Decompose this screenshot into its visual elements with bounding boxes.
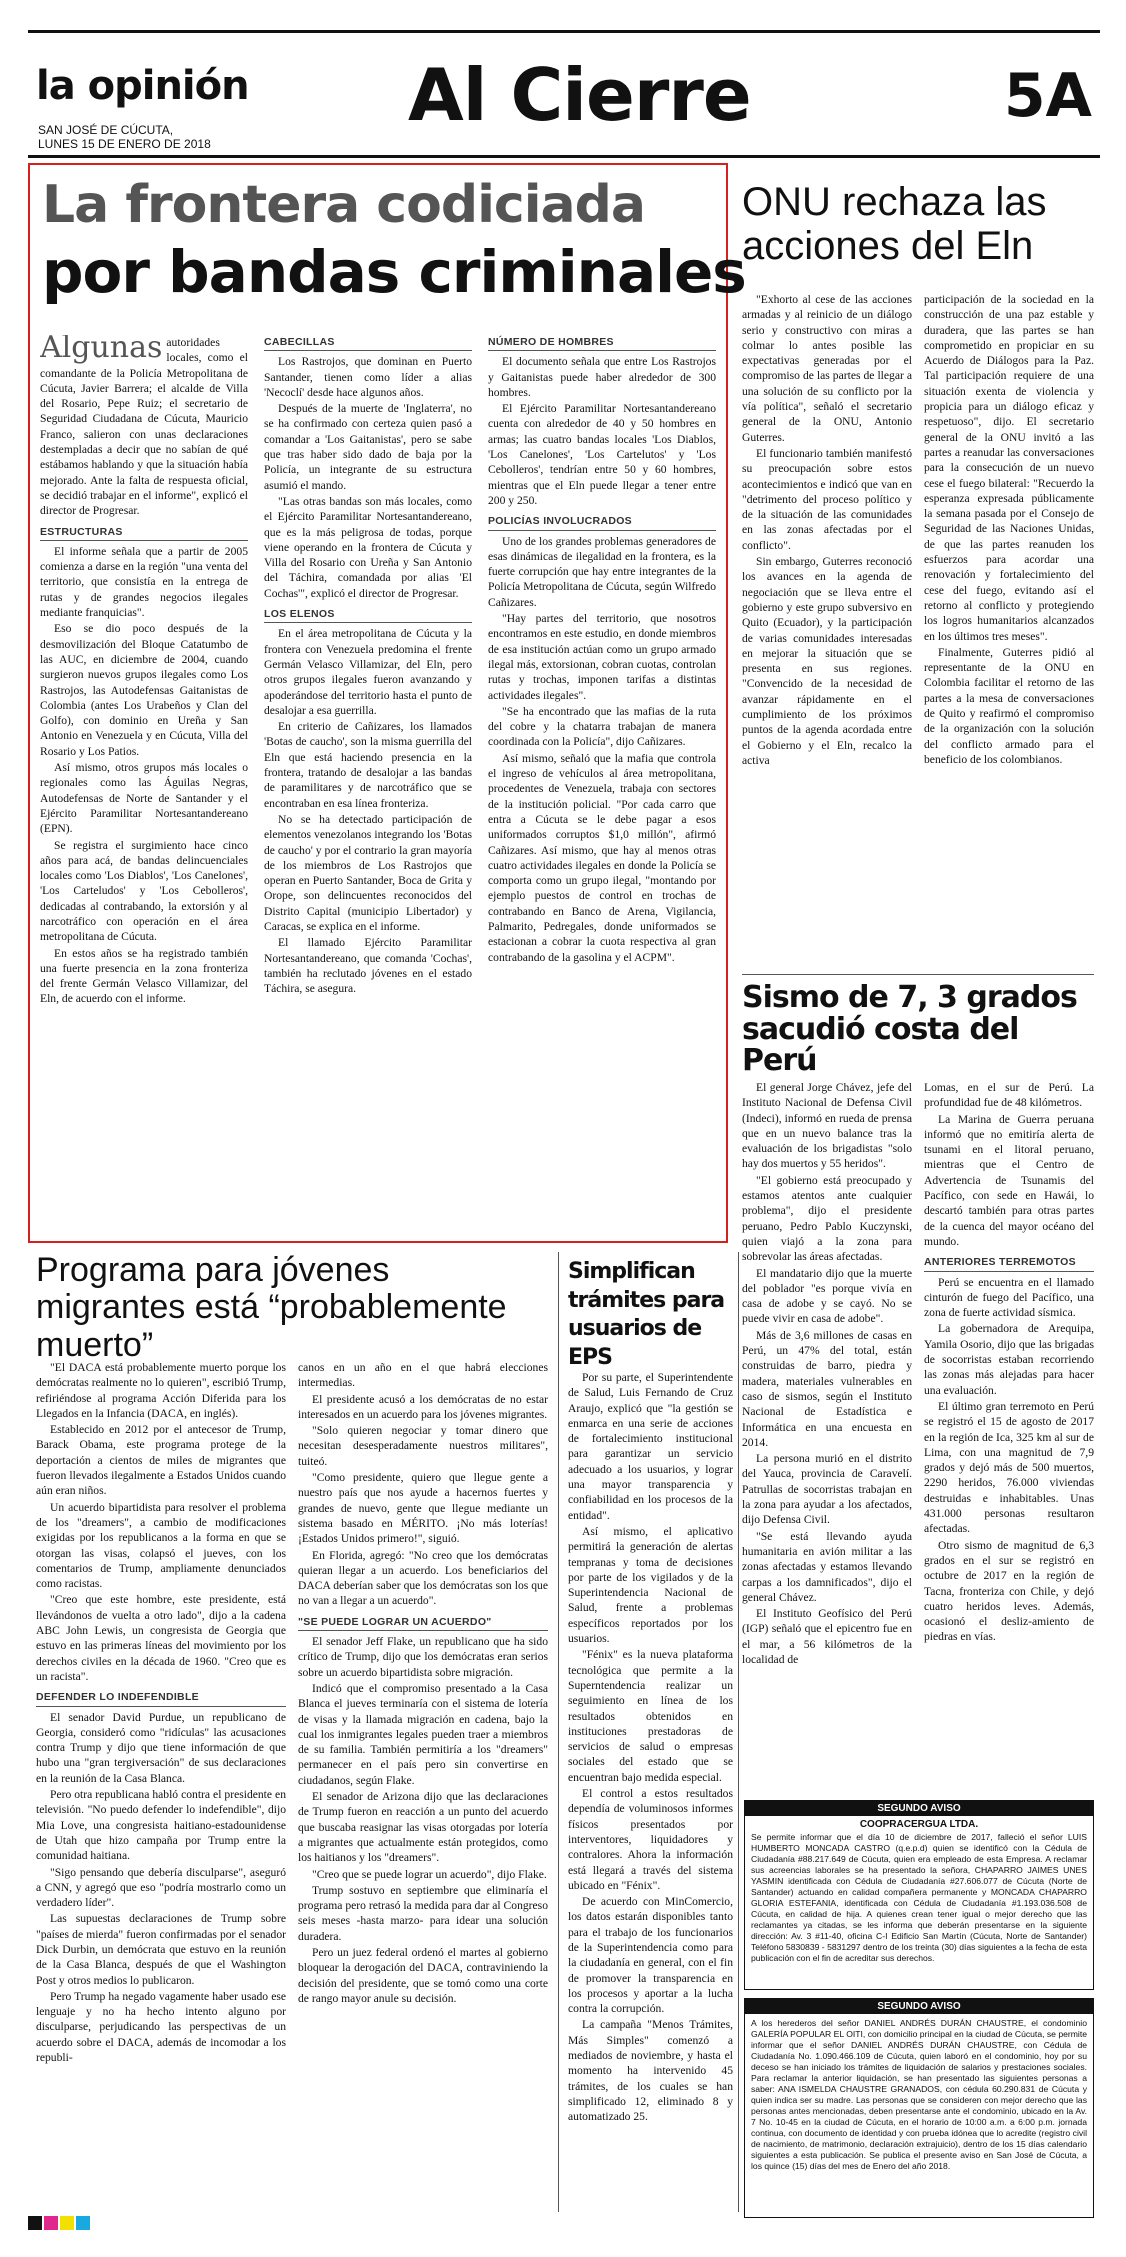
paragraph: Pero otra republicana habló contra el presidente en televisión. "No puedo defender lo indefendible", dijo Mia Love, una congresista haitiano-estadounidense de Utah que hizo campaña por Trump entre la comunidad haitiana. [36,1788,286,1863]
sismo-col-1 [742,1080,912,1780]
paragraph: De acuerdo con MinComercio, los datos estarán disponibles tanto para el trabajo de los funcionarios de la Superintendencia como para la ciudadanía en general, con el fin de promover la transparencia en los procesos y aportar a la lucha contra la corrupción. [568,1895,733,2016]
swatch-yellow [60,2216,74,2230]
subhead-defender: DEFENDER LO INDEFENDIBLE [36,1690,286,1706]
dateline-city: SAN JOSÉ DE CÚCUTA, [38,123,174,137]
color-registration-bar [28,2216,92,2230]
paragraph: El llamado Ejército Paramilitar Nortesantandereano, que comanda 'Cochas', también ha reclutado jóvenes en el estado Táchira, se asegura. [264,936,472,996]
paragraph: Indicó que el compromiso presentado a la Casa Blanca el jueves terminaría con el sistema de lotería de visas y la llamada migración en cadena, bajo la cual los inmigrantes legales pueden traer a miembros de su familia. También permitiría a los "dreamers" permanecer en el país pero sin convertirse en ciudadanos, según Flake. [298,1681,548,1787]
swatch-cyan [76,2216,90,2230]
dateline [38,123,211,151]
paragraph: El documento señala que entre Los Rastrojos y Gaitanistas puede haber alrededor de 300 hombres. [488,355,716,399]
paragraph: Pero un juez federal ordenó el martes al gobierno bloquear la derogación del DACA, contraviniendo la decisión del presidente, que se tomó como una corte de rango mayor anule su decisión. [298,1945,548,2005]
notice-title: COOPRACERGUA LTDA. [859,1819,979,1830]
swatch-magenta [44,2216,58,2230]
paragraph: "Se ha encontrado que las mafias de la ruta del cobre y la chatarra trabajan de manera coordinada con la Policía", dijo Cañizares. [488,704,716,749]
subhead-elenos: LOS ELENOS [264,607,472,623]
paragraph: El senador de Arizona dijo que las declaraciones de Trump fueron en reacción a un punto del acuerdo que buscaba reasignar las visas otorgadas por lotería a migrantes que actualmente están protegidos, como los haitianos y los "dreamers". [298,1790,548,1865]
daca-col-1 [36,1360,286,2210]
notice-header: SEGUNDO AVISO [745,1801,1093,1816]
paragraph: Finalmente, Guterres pidió al representante de la ONU en Colombia facilitar el retorno de las partes a la mesa de conversaciones de Quito y reafirmó el compromiso de la organización con la solución del conflicto armado para el beneficio de los colombianos. [924,645,1094,766]
paragraph: La persona murió en el distrito del Yauca, provincia de Caravelí. Patrullas de socorristas trabajan en la zona para ayudar a los afectados, dijo Defensa Civil. [742,1452,912,1527]
paragraph: El Ejército Paramilitar Nortesantandereano cuenta con alrededor de 40 y 50 hombres en armas; las cuatro bandas locales 'Los Diablos, 'Los Canelones', 'Los Cartelutos' y 'Los Cebolleros', tendrían entre 50 y 60 hombres, mientras que el Eln puede llegar a tener entre 200 y 250. [488,402,716,507]
subhead-cabecillas: CABECILLAS [264,335,472,351]
paragraph: Trump sostuvo en septiembre que eliminaría el programa pero retrasó la medida para dar al Congreso seis meses -hasta marzo- para idear una solución duradera. [298,1883,548,1943]
onu-col-1 [742,292,912,962]
paragraph: El general Jorge Chávez, jefe del Instituto Nacional de Defensa Civil (Indeci), informó en rueda de prensa que en un nuevo balance tras la evaluación de los brigadistas "solo hay dos muertos y 55 heridos". [742,1081,912,1171]
notice-body: A los herederos del señor DANIEL ANDRÉS DURÁN CHAUSTRE, el condominio GALERÍA POPULAR EL OITI, con domicilio principal en la ciudad de Cúcuta, se permite informar que el señor DANIEL ANDRÉS DURÁN CHAUSTRE, con Cédula de Ciudadanía No. 1.090.466.109 de Cúcuta, quien laboró en el condominio, hoy por su deceso se han iniciado los trámites de liquidación de salarios y prestaciones sociales. Para reclamar la anterior liquidación, se han presentado las siguientes personas a saber: ANA ISMELDA CHAUSTRE GRANADOS, con cédula 60.290.831 de Cúcuta y quien indica ser su madre. Las personas que se consideren con mejor derecho que las personas antes mencionadas, deben presentarse ante el condominio, ubicado en la Av. 7 No. 10-45 en la ciudad de Cúcuta, en el horario de 10:00 a.m. a 6:00 p.m. jornada continua, con documento de identidad y con prueba idónea que lo acredite (registro civil de nacimiento, de matrimonio, declaración extrajuicio), dentro de los 15 días calendario siguientes a esta publicación. Se publica el presente aviso en San José de Cúcuta, a los quince (15) días del mes de Enero del año 2018. [751,2018,1087,2171]
notice-body: Se permite informar que el día 10 de diciembre de 2017, falleció el señor LUIS HUMBERTO MONCADA CASTRO (q.e.p.d) quien se identificó con la Cédula de Ciudadanía #88.217.649 de Cúcuta, quien era empleado de esta Empresa. A reclamar sus acreencias laborales se ha presentado la señora, CHAPARRO JAIMES UNES YASMIN identificada con Cédula de Ciudadanía #27.606.077 de Cúcuta (Norte de Santander) actuando en calidad compañera permanente y MONCADA CHAPARRO GLORIA ESTEFANIA, identificada con Cédula de Ciudadanía #1.193.036.508 de Cúcuta, en calidad de hija. A quienes crean tener igual o mejor derecho que las reclamantes ya citadas, se les informa que deberán presentarse en la siguiente dirección: Av. 3 #11-40, oficina C-I Edificio San Martín (Cúcuta, Norte de Santander) Teléfono 5830839 - 5831297 dentro de los treinta (30) días siguientes a la fecha de esta publicación con el fin de acreditar sus derechos. [751,1832,1087,1963]
paragraph: "Las otras bandas son más locales, como el Ejército Paramilitar Nortesantandereano, que es la más peligrosa de todas, porque viene operando en la frontera de Cúcuta y Villa del Rosario con Ureña y San Antonio del Táchira, comandada por alias 'El Cochas'", explicó el director de Progresar. [264,494,472,600]
paragraph: Otro sismo de magnitud de 6,3 grados en el sur se registró en octubre de 2017 en la región de Tacna, fronteriza con Chile, y dejó cuatro heridos leves. Además, ocasionó el desliz-amiento de piedras en vías. [924,1538,1094,1644]
paragraph: La Marina de Guerra peruana informó que no emitiría alerta de tsunami en el litoral peruano, mientras que el Centro de Advertencia de Tsunamis del Pacífico, con sede en Hawái, lo descartó también para otras partes de la cuenca del mayor océano del mundo. [924,1112,1094,1248]
paragraph: Así mismo, señaló que la mafia que controla el ingreso de vehículos al área metropolitana, procedentes de Venezuela, trabaja con sectores de la institución policial. "Por cada carro que entra a Cúcuta se le debe pagar a esos uniformados corruptos $1,0 millón", afirmó Cañizares. Así mismo, que hay al menos otras cuatro actividades ilegales en donde la Policía se comporta como un grupo ilegal, "montando por ejemplo puestos de control en trochas de contrabando en Banco de Arena, Vigilancia, Palmarito, Pedregales, donde uniformados se estacionan a cobrar la cuota respectiva al gran contrabando de la gasolina y el ACPM". [488,751,716,964]
paragraph: "Fénix" es la nueva plataforma tecnológica que permite a la Superntendencia realizar un seguimiento en línea de los resultados obtenidos en instituciones prestadoras de servicios de salud o empresas sociales del estado que se encuentran bajo medida especial. [568,1648,733,1784]
paragraph: Las supuestas declaraciones de Trump sobre "países de mierda" fueron confirmadas por el senador Dick Durbin, un demócrata que estuvo en la reunión de la Casa Blanca, después de que el Washington Post y otros medios lo publicaron. [36,1912,286,1987]
paragraph: "Solo quieren negociar y tomar dinero que necesitan desesperadamente nuestros militares", tuiteó. [298,1424,548,1468]
paragraph: Perú se encuentra en el llamado cinturón de fuego del Pacífico, una zona de fuerte actividad sísmica. [924,1275,1094,1320]
subhead-estructuras: ESTRUCTURAS [40,525,248,541]
paragraph: "Creo que este hombre, este presidente, está llevándonos de vuelta a otro lado", dijo a la cadena ABC John Lewis, un congresista de Georgia que estuvo en las primeras líneas del movimiento por los derechos civiles en la década de 1960. "Creo que es un racista". [36,1593,286,1683]
paragraph: participación de la sociedad en la construcción de una paz estable y duradera, que las partes se han comprometido en propiciar en su Acuerdo de Diálogos para la Paz. Tal participación requiere de una situación exenta de violencia y propicia para un diálogo eficaz y respetuoso", dijo. El secretario general de la ONU invitó a las partes a reanudar las conversaciones para la consecución de un nuevo cese el fuego bilateral: "Recuerdo la esperanza expresada públicamente la semana pasada por el Consejo de Seguridad de las Naciones Unidas, de que las partes reanuden los esfuerzos para acordar una renovación y fortalecimiento del cese del fuego, evitando así el retorno al conflicto y protegiendo los logros humanitarios alcanzados en los últimos tres meses". [924,293,1094,643]
paragraph: "Sigo pensando que debería disculparse", aseguró a CNN, y agregó que eso "podría mostrarlo como un verdadero líder". [36,1865,286,1910]
paragraph: "Hay partes del territorio, que nosotros encontramos en este estudio, en donde miembros de esa institución actúan como un grupo armado ilegal más, extorsionan, cobran cuotas, controlan rutas y trochas, imponen tarifas a distintas actividades ilegales". [488,612,716,702]
paragraph: "Creo que se puede lograr un acuerdo", dijo Flake. [312,1867,547,1881]
paragraph: En estos años se ha registrado también una fuerte presencia en la zona fronteriza del frente Germán Velasco Villamizar, del Eln, de acuerdo con el informe. [40,946,248,1006]
paragraph: En el área metropolitana de Cúcuta y la frontera con Venezuela predomina el frente Germán Velasco Villamizar, del Eln, pero otros grupos ilegales fueron avanzando y apoderándose del territorio hasta el punto de desalojar a esa guerrilla. [264,627,472,717]
paragraph: Lomas, en el sur de Perú. La profundidad fue de 48 kilómetros. [924,1081,1094,1110]
paragraph: El último gran terremoto en Perú se registró el 15 de agosto de 2017 en la región de Ica, 325 km al sur de Lima, con una magnitud de 7,9 grados y dejó más de 500 muertos, 2290 heridos, 76.000 viviendas destruidas e inhabitables. Unas 431.000 personas resultaron afectadas. [924,1399,1094,1536]
paragraph: "Como presidente, quiero que llegue gente a nuestro país que nos ayude a hacernos fuertes y grandes de nuevo, gente que llegue mediante un sistema basado en MÉRITO. ¡No más loterías! ¡Estados Unidos primero!", siguió. [298,1471,548,1546]
main-headline-2: por bandas criminales [42,238,746,306]
paragraph: "El DACA está probablemente muerto porque los demócratas realmente no lo quieren", escribió Trump, refiriéndose al programa Acción Diferida para los Llegados en la Infancia (DACA, en inglés). [36,1361,286,1420]
newspaper-logo: la opinión [36,63,249,109]
paragraph: El mandatario dijo que la muerte del poblador "es porque vivía en casa de adobe y se cayó. No se puede vivir en casa de adobe". [742,1266,912,1326]
paragraph: "El gobierno está preocupado y estamos atentos ante cualquier problema", dijo el presidente peruano, Pedro Pablo Kuczynski, quien viajó a la zona para sobrevolar las áreas afectadas. [742,1173,912,1264]
paragraph: El senador David Purdue, un republicano de Georgia, consideró como "ridículas" las acusaciones contra Trump y dijo que tiene información de que hubo una "gran tergiversación" de sus declaraciones en la reunión de la Casa Blanca. [36,1710,286,1785]
swatch-black [28,2216,42,2230]
onu-col-2 [924,292,1094,962]
paragraph: Los Rastrojos, que dominan en Puerto Santander, tienen como líder a alias 'Necoclí' desde hace algunos años. [264,355,472,399]
legal-notice-1 [744,1800,1094,1990]
paragraph: autoridades locales, como el comandante de la Policía Metropolitana de Cúcuta, Javier Barrera; el alcalde de Villa del Rosario, Pepe Ruiz; el secretario de Seguridad Ciudadana de Cúcuta, Mauricio Franco, salieron con unas declaraciones destempladas a decir que no sabían de qué estábamos hablando y que la situación había mejorado. Ante la falta de respuesta oficial, se decidió trabajar en el informe", explicó el director de Progresar. [40,336,248,518]
paragraph: En criterio de Cañizares, los llamados 'Botas de caucho', son la misma guerrilla del Eln que está haciendo presencia en la frontera, tratando de desalojar a las bandas de paramilitares y de narcotráfico que se encontraban en esa línea fronteriza. [264,720,472,810]
main-col-2 [264,335,472,1235]
divider [558,1252,559,2212]
paragraph: El Instituto Geofísico del Perú (IGP) señaló que el epicentro fue en el mar, a 56 kilómetros de la localidad de [742,1607,912,1666]
paragraph: Así mismo, el aplicativo permitirá la generación de alertas tempranas y toma de decisiones por parte de los vigilados y de la Superintendencia Nacional de Salud, frente a problemas específicos reportados por los usuarios. [568,1524,733,1646]
notice-header: SEGUNDO AVISO [745,1999,1093,2014]
subhead-numero: NÚMERO DE HOMBRES [488,335,716,351]
paragraph: Eso se dio poco después de la desmovilización del Bloque Catatumbo de las AUC, en diciembre de 2004, cuando surgieron nuevos grupos ilegales como Los Rastrojos, las Autodefensas Gaitanistas de Colombia (antes Los Urabeños y Clan del Golfo), con dominio en Ureña y San Antonio en Venezuela y en Cúcuta, Villa del Rosario y Los Patios. [40,622,248,758]
paragraph: No se ha detectado participación de elementos venezolanos integrando los 'Botas de caucho' y por el contrario la gran mayoría de los miembros de Los Rastrojos que operan en Puerto Santander, Boca de Grita y Orope, son delincuentes reconocidos del Distrito Capital (municipio Libertador) y Caracas, se explica en el informe. [264,812,472,933]
daca-col-2 [298,1360,548,2210]
paragraph: El senador Jeff Flake, un republicano que ha sido crítico de Trump, dijo que los demócratas eran serios sobre un acuerdo bipartidista sobre migración. [298,1635,548,1679]
paragraph: Se registra el surgimiento hace cinco años para acá, de bandas delincuenciales locales como 'Los Diablos', 'Los Canelones', 'Los Carteludos' y 'Los Cebolleros', dedicadas al contrabando, la extorsión y al narcotráfico con operación en el área metropolitana de Cúcuta. [40,838,248,944]
paragraph: Establecido en 2012 por el antecesor de Trump, Barack Obama, este programa protege de la deportación a cientos de miles de migrantes que fueron llevados ilegalmente a Estados Unidos cuando aún eran niños. [36,1423,286,1498]
drop-word: Algunas [40,335,163,365]
page-number: 5A [1003,61,1092,131]
sismo-headline: Sismo de 7, 3 grados sacudió costa del Perú [742,980,1077,1078]
paragraph: Un acuerdo bipartidista para resolver el problema de los "dreamers", a cambio de modificaciones exigidas por los republicanos a la forma en que se otorgan las visas, colapsó el jueves, con los comentarios de Trump, ampliamente denunciados como racistas. [36,1500,286,1591]
subhead-anteriores: ANTERIORES TERREMOTOS [924,1255,1094,1271]
daca-headline: Programa para jóvenes migrantes está “probablemente muerto” [36,1251,507,1364]
paragraph: Por su parte, el Superintendente de Salud, Luis Fernando de Cruz Araujo, explicó que "la gestión se enmarca en una serie de acciones de fortalecimiento institucional para garantizar un servicio adecuado a los usuarios, y lograr una mayor transparencia y confiabilidad en los procesos de la entidad". [568,1371,733,1522]
newspaper-page [28,30,1100,2230]
paragraph: "Exhorto al cese de las acciones armadas y al reinicio de un diálogo serio y constructivo con miras a colmar lo antes posible las expectativas generadas por el compromiso de las partes de llegar a una solución de su conflicto por la vía política", señaló el secretario general de la ONU, Antonio Guterres. [742,293,912,444]
main-col-1 [40,335,248,1235]
masthead [28,30,1100,158]
paragraph: "Se está llevando ayuda humanitaria en avión militar a las zonas afectadas y estamos llevando carpas a los damnificados", dijo el general Chávez. [742,1529,912,1604]
paragraph: El informe señala que a partir de 2005 comienza a darse en la región "una venta del territorio, que consistía en la entrega de rutas y de grandes negocios ilegales mediante franquicias". [40,544,248,620]
paragraph: Pero Trump ha negado vagamente haber usado ese lenguaje y no ha hecho intento alguno por disculparse, perjudicando las perspectivas de un acuerdo sobre el DACA, además de incomodar a los republi- [36,1989,286,2065]
paragraph: Uno de los grandes problemas generadores de esas dinámicas de ilegalidad en la frontera, es la fuerte corrupción que hay entre integrantes de la Policía Metropolitana de Cúcuta, según Wilfredo Cañizares. [488,534,716,609]
paragraph: En Florida, agregó: "No creo que los demócratas quieran llegar a un acuerdo. Los beneficiarios del DACA deberían saber que los demócratas son los que no van a llegar a un acuerdo". [298,1548,548,1608]
paragraph: El control a estos resultados dependía de voluminosos informes físicos presentados por interventores, liquidadores y contralores. Ahora la información está llegará a través del sistema ubicado en "Fénix". [568,1787,733,1892]
divider [742,974,1094,975]
eps-headline: Simplifican trámites para usuarios de EPS [568,1259,725,1370]
paragraph: Más de 3,6 millones de casas en Perú, un 47% del total, están construidas de barro, piedra y madera, materiales vulnerables en caso de sismos, según el Instituto Nacional de Estadística e Informática en una encuesta en 2014. [742,1328,912,1449]
paragraph: canos en un año en el que habrá elecciones intermedias. [298,1361,548,1390]
subhead-policias: POLICÍAS INVOLUCRADOS [488,514,716,530]
subhead-acuerdo: "SE PUEDE LOGRAR UN ACUERDO" [298,1615,548,1631]
paragraph: Después de la muerte de 'Inglaterra', no se ha confirmado con certeza quien pasó a comandar a 'Los Gaitanistas', pero se sabe que tras haber sido dado de baja por la Policía, un integrante de su estructura asumió el mando. [264,402,472,492]
paragraph: El funcionario también manifestó su preocupación sobre estos acontecimientos e indicó que van en "detrimento del proceso político y de la situación de las comunidades en las zonas afectadas por el conflicto". [742,446,912,552]
eps-col [568,1370,733,2210]
paragraph: La gobernadora de Arequipa, Yamila Osorio, dijo que las brigadas de socorristas estaban recorriendo las zonas más alejadas para hacer una evaluación. [924,1322,1094,1397]
section-title: Al Cierre [408,53,751,137]
divider [738,1252,739,2212]
main-headline-1: La frontera codiciada [42,175,645,235]
main-col-3 [488,335,716,1235]
paragraph: Sin embargo, Guterres reconoció los avances en la agenda de negociación que se lleva entre el gobierno y este grupo subversivo en Quito (Ecuador), y la participación de varias comunidades interesadas en mejorar la situación que se presenta en sus regiones. "Convencido de la necesidad de avanzar rápidamente en el cumplimiento de los próximos puntos de la agenda acordada entre el Gobierno y el Eln, recalco la activa [742,555,912,767]
paragraph: La campaña "Menos Trámites, Más Simples" comenzó a mediados de noviembre, y hasta el momento ha intervenido 45 trámites, de los cuales se han simplificado 12, eliminado 8 y automatizado 25. [568,2018,733,2124]
paragraph: Así mismo, otros grupos más locales o regionales como las Águilas Negras, Autodefensas de Norte de Santander y el Ejército Paramilitar Nortesantandereano (EPN). [40,761,248,836]
sismo-col-2 [924,1080,1094,1780]
paragraph: El presidente acusó a los demócratas de no estar interesados en un acuerdo para los jóvenes migrantes. [298,1392,548,1421]
legal-notice-2 [744,1998,1094,2218]
dateline-date: LUNES 15 DE ENERO DE 2018 [38,137,211,151]
onu-headline: ONU rechaza las acciones del Eln [742,180,1047,268]
